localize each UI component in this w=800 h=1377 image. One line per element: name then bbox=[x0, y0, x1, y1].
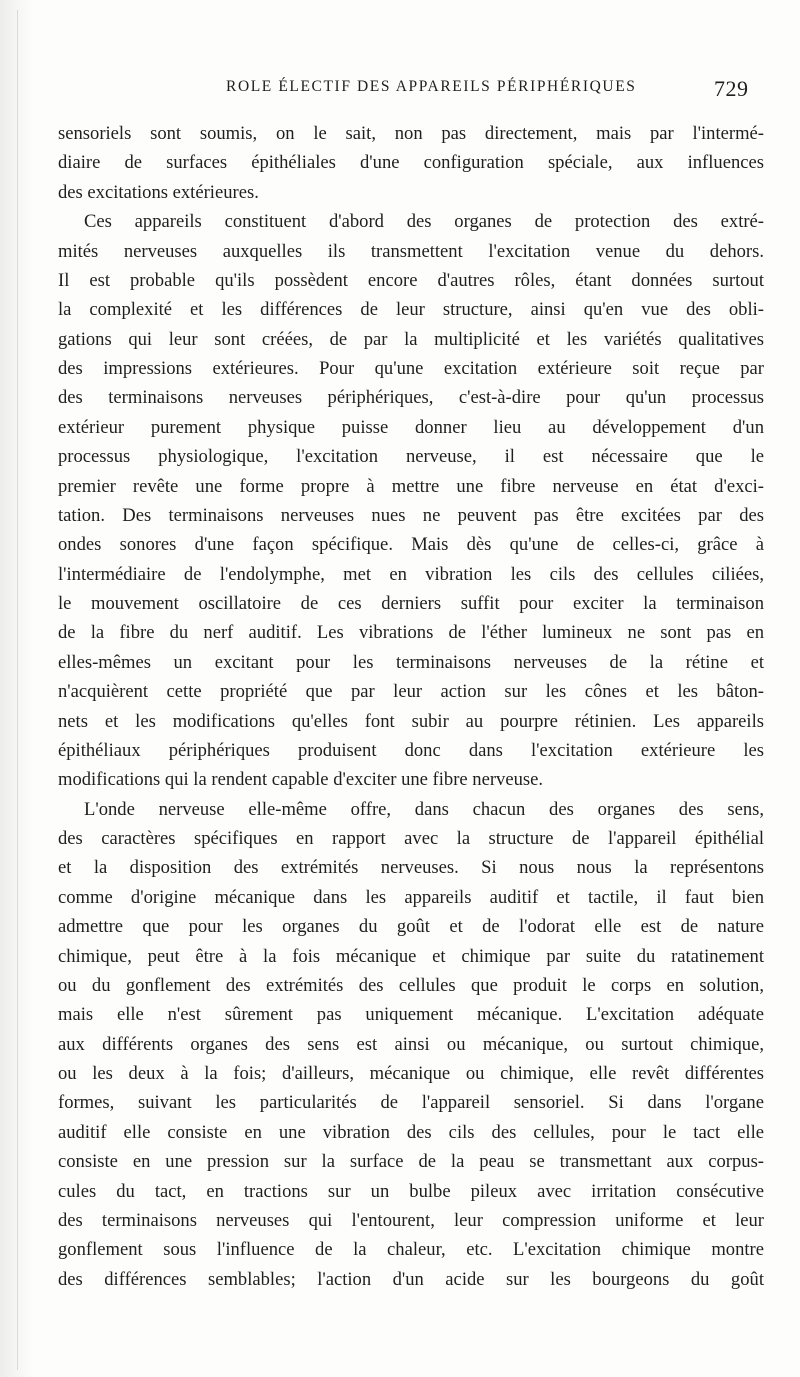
text-line: et la disposition des extrémités nerveuses. Si nous nous la représentons bbox=[58, 857, 764, 879]
text-line: de la fibre du nerf auditif. Les vibrations de l'éther lumineux ne sont pas en bbox=[58, 622, 764, 644]
text-line: elles-mêmes un excitant pour les terminaisons nerveuses de la rétine et bbox=[58, 651, 764, 673]
text-line: formes, suivant les particularités de l'appareil sensoriel. Si dans l'organe bbox=[58, 1092, 764, 1114]
text-line: chimique, peut être à la fois mécanique et chimique par suite du ratatinement bbox=[58, 945, 764, 967]
text-line: consiste en une pression sur la surface de la peau se transmettant aux corpus- bbox=[58, 1151, 764, 1173]
text-line: mais elle n'est sûrement pas uniquement mécanique. L'excitation adéquate bbox=[58, 1004, 764, 1026]
text-line: processus physiologique, l'excitation nerveuse, il est nécessaire que le bbox=[58, 446, 764, 468]
text-line: mités nerveuses auxquelles ils transmettent l'excitation venue du dehors. bbox=[58, 240, 764, 262]
text-line: extérieur purement physique puisse donner lieu au développement d'un bbox=[58, 416, 764, 438]
text-line: premier revête une forme propre à mettre une fibre nerveuse en état d'exci- bbox=[58, 475, 764, 497]
text-line: le mouvement oscillatoire de ces derniers suffit pour exciter la terminaison bbox=[58, 593, 764, 614]
text-line: l'intermédiaire de l'endolymphe, met en vibration les cils des cellules ciliées, bbox=[58, 563, 764, 585]
text-line: la complexité et les différences de leur structure, ainsi qu'en vue des obli- bbox=[58, 299, 764, 321]
text-line: tation. Des terminaisons nerveuses nues ne peuvent pas être excitées par des bbox=[58, 504, 764, 526]
text-line: ou du gonflement des extrémités des cellules que produit le corps en solution, bbox=[58, 974, 764, 996]
text-line: sensoriels sont soumis, on le sait, non pas directement, mais par l'intermé- bbox=[58, 123, 764, 144]
gutter-line bbox=[17, 10, 18, 1370]
text-line: L'onde nerveuse elle-même offre, dans chacun des organes des sens, bbox=[84, 798, 764, 820]
text-line: des différences semblables; l'action d'un acide sur les bourgeons du goût bbox=[58, 1268, 764, 1290]
text-line: comme d'origine mécanique dans les appareils auditif et tactile, il faut bien bbox=[58, 886, 764, 908]
text-line: modifications qui la rendent capable d'exciter une fibre nerveuse. bbox=[58, 769, 544, 791]
text-line: épithéliaux périphériques produisent donc dans l'excitation extérieure les bbox=[58, 739, 764, 761]
text-line: gations qui leur sont créées, de par la multiplicité et les variétés qualitatives bbox=[58, 328, 764, 350]
text-line: Ces appareils constituent d'abord des organes de protection des extré- bbox=[84, 211, 764, 233]
running-head: ROLE ÉLECTIF DES APPAREILS PÉRIPHÉRIQUES bbox=[226, 78, 637, 95]
page-header bbox=[0, 78, 800, 108]
text-line: des terminaisons nerveuses qui l'entourent, leur compression uniforme et leur bbox=[58, 1209, 764, 1231]
text-line: ou les deux à la fois; d'ailleurs, mécanique ou chimique, elle revêt différentes bbox=[58, 1063, 764, 1084]
text-line: des terminaisons nerveuses périphériques, c'est-à-dire pour qu'un processus bbox=[58, 387, 764, 409]
text-line: nets et les modifications qu'elles font subir au pourpre rétinien. Les appareils bbox=[58, 710, 764, 732]
text-line: des impressions extérieures. Pour qu'une excitation extérieure soit reçue par bbox=[58, 358, 764, 379]
text-line: n'acquièrent cette propriété que par leur action sur les cônes et les bâton- bbox=[58, 681, 764, 703]
body-text bbox=[58, 119, 764, 1294]
text-line: cules du tact, en tractions sur un bulbe pileux avec irritation consécutive bbox=[58, 1180, 764, 1202]
text-line: des caractères spécifiques en rapport avec la structure de l'appareil épithélial bbox=[58, 828, 764, 849]
text-line: Il est probable qu'ils possèdent encore d'autres rôles, étant données surtout bbox=[58, 269, 764, 291]
page-number: 729 bbox=[714, 76, 749, 101]
text-line: auditif elle consiste en une vibration des cils des cellules, pour le tact elle bbox=[58, 1121, 764, 1143]
text-line: diaire de surfaces épithéliales d'une configuration spéciale, aux influences bbox=[58, 152, 764, 174]
text-line: aux différents organes des sens est ainsi ou mécanique, ou surtout chimique, bbox=[58, 1033, 764, 1055]
text-line: ondes sonores d'une façon spécifique. Mais dès qu'une de celles-ci, grâce à bbox=[58, 534, 764, 556]
text-line: gonflement sous l'influence de la chaleur, etc. L'excitation chimique montre bbox=[58, 1239, 764, 1261]
text-line: admettre que pour les organes du goût et de l'odorat elle est de nature bbox=[58, 916, 764, 938]
text-line: des excitations extérieures. bbox=[58, 181, 259, 203]
